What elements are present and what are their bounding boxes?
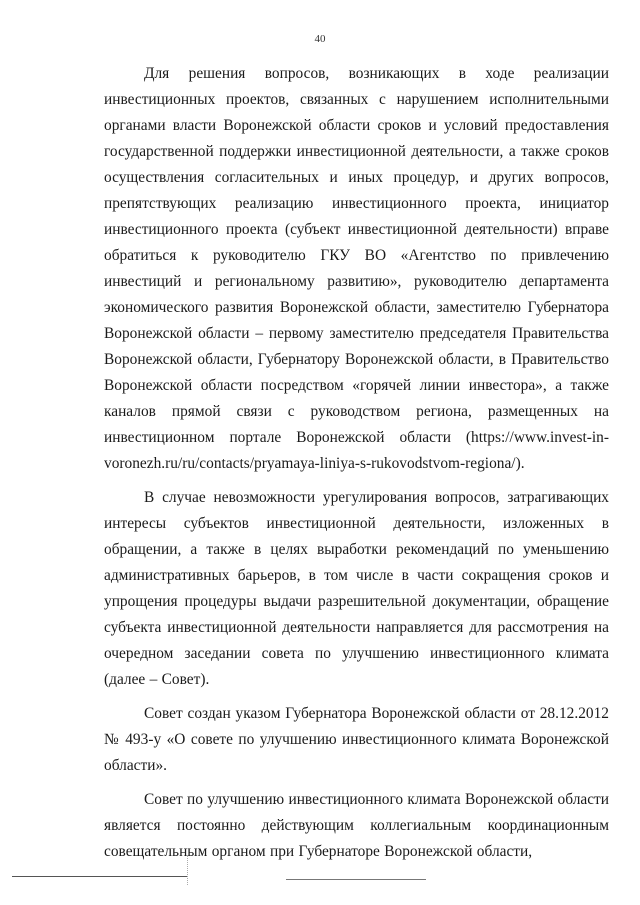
paragraph-council-decree: Совет создан указом Губернатора Воронежской области от 28.12.2012 № 493-у «О совете по улучшению инвестиционного климата Воронежской области». [104,705,609,774]
footer-rule-left [12,876,187,877]
footer-rule-right [286,879,426,880]
paragraph-council-status: Совет по улучшению инвестиционного климата Воронежской области является постоянно действующим коллегиальным координационным совещательным органом при Губернаторе Воронежской области, [104,791,610,860]
page-number: 40 [314,33,326,45]
paragraph-council-referral: В случае невозможности урегулирования вопросов, затрагивающих интересы субъектов инвестиционной деятельности, изложенных в обращении, а также в целях выработки рекомендаций по уменьшению административных барьеров, в том числе в части сокращения сроков и упрощения процедуры выдачи разрешительной документации, обращение субъекта инвестиционной деятельности направляется для рассмотрения на очередном заседании совета по улучшению инвестиционного климата (далее – Совет). [104,489,609,688]
scan-artifact [187,855,189,885]
paragraph-hotline: Для решения вопросов, возникающих в ходе реализации инвестиционных проектов, связанных с нарушением исполнительными органами власти Воронежской области сроков и условий предоставления государственной поддержки инвестиционной деятельности, а также сроков осуществления согласительных и иных процедур, и других вопросов, препятствующих реализацию инвестиционного проекта, инициатор инвестиционного проекта (субъект инвестиционной деятельности) вправе обратиться к руководителю ГКУ ВО «Агентство по привлечению инвестиций и региональному развитию», руководителю департамента экономического развития Воронежской области, заместителю Губернатора Воронежской области – первому заместителю председателя Правительства Воронежской области, Губернатору Воронежской области, в Правительство Воронежской области посредством «горячей линии инвестора», а также каналов прямой связи с руководством региона, размещенных на инвестиционном портале Воронежской области (https://www.invest-in-voronezh.ru/ru/contacts/pryamaya-liniya-s-rukovodstvom-regiona/). [104,65,609,472]
document-body [104,61,609,865]
